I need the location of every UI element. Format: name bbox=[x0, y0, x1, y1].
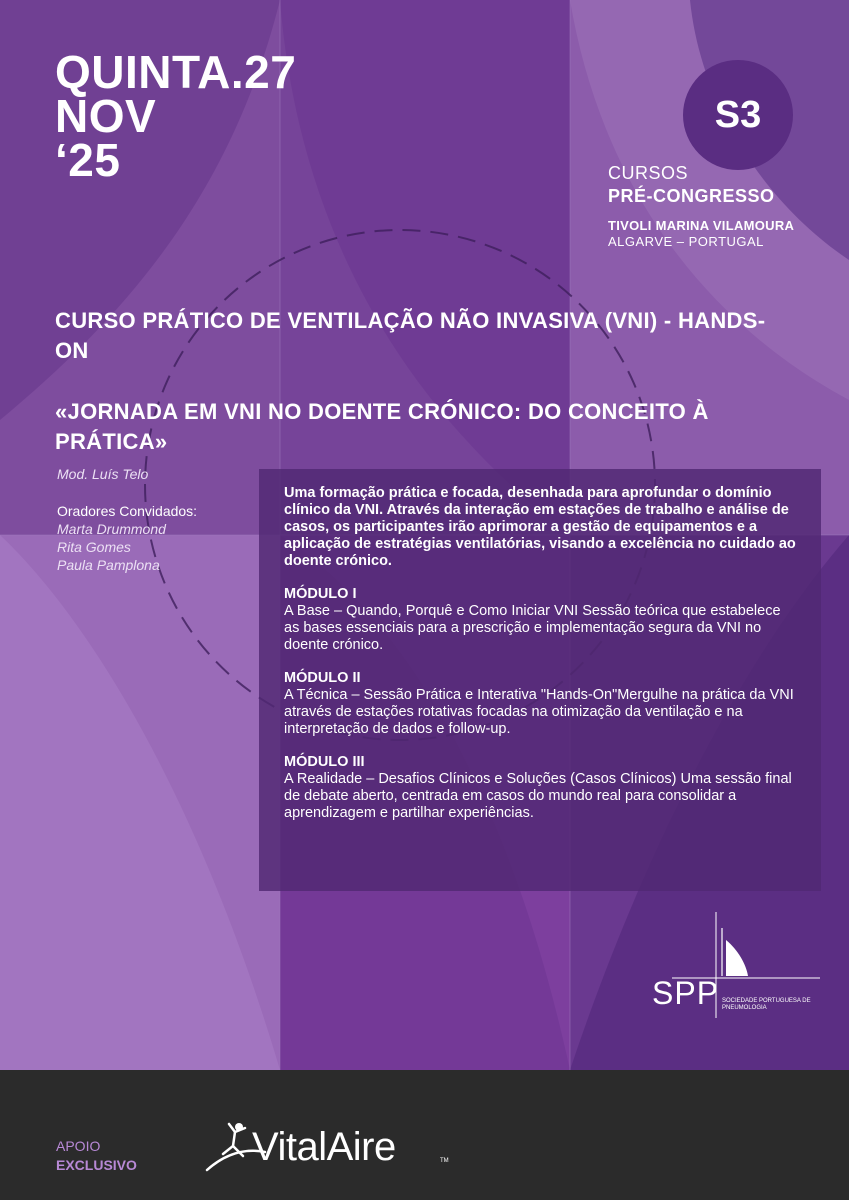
event-info bbox=[608, 162, 794, 250]
spp-full-name: SOCIEDADE PORTUGUESA DE PNEUMOLOGIA bbox=[722, 998, 811, 1011]
module-1 bbox=[284, 586, 799, 654]
module-title: MÓDULO I bbox=[284, 586, 357, 602]
pre-congresso-label: PRÉ-CONGRESSO bbox=[608, 186, 775, 206]
module-text: A Técnica – Sessão Prática e Interativa "Hands-On"Mergulhe na prática da VNI através de estações rotativas focadas na otimização da ventilação e na interpretação de dados e follow-up. bbox=[284, 687, 794, 737]
date-year: ‘25 bbox=[55, 134, 121, 186]
sponsor-name: VitalAire bbox=[252, 1125, 396, 1169]
course-description-box bbox=[259, 469, 821, 891]
venue-location: ALGARVE – PORTUGAL bbox=[608, 234, 764, 249]
module-3 bbox=[284, 754, 799, 822]
venue-name: TIVOLI MARINA VILAMOURA bbox=[608, 218, 795, 233]
speakers-list bbox=[57, 502, 197, 574]
module-title: MÓDULO III bbox=[284, 754, 365, 770]
module-text: A Realidade – Desafios Clínicos e Soluções (Casos Clínicos) Uma sessão final de debate aberto, centrada em casos do mundo real para consolidar a aprendizagem e partilhar experiências. bbox=[284, 771, 792, 821]
session-badge: S3 bbox=[683, 60, 793, 170]
module-2 bbox=[284, 670, 799, 738]
module-title: MÓDULO II bbox=[284, 670, 361, 686]
course-title: CURSO PRÁTICO DE VENTILAÇÃO NÃO INVASIVA (VNI) - HANDS-ON bbox=[55, 308, 766, 363]
event-date bbox=[55, 46, 297, 186]
course-intro: Uma formação prática e focada, desenhada para aprofundar o domínio clínico da VNI. Através da interação em estações de trabalho e análise de casos, os participantes irão aprimorar a gestão de equipamentos e a aplicação de estratégias ventilatórias, visando a excelência no cuidado ao doente crónico. bbox=[284, 485, 796, 569]
apoio-label: APOIO bbox=[56, 1138, 101, 1154]
date-day: QUINTA.27 bbox=[55, 46, 297, 98]
spp-name: SPP bbox=[652, 975, 720, 1011]
speaker-name: Rita Gomes bbox=[57, 539, 131, 555]
speaker-name: Paula Pamplona bbox=[57, 557, 160, 573]
trademark-symbol: TM bbox=[440, 1158, 449, 1164]
speaker-name: Marta Drummond bbox=[57, 521, 166, 537]
course-subtitle: «JORNADA EM VNI NO DOENTE CRÓNICO: DO CONCEITO À PRÁTICA» bbox=[55, 399, 709, 454]
module-text: A Base – Quando, Porquê e Como Iniciar VNI Sessão teórica que estabelece as bases essenciais para a prescrição e implementação segura da VNI no doente crónico. bbox=[284, 603, 781, 653]
exclusivo-label: EXCLUSIVO bbox=[56, 1157, 137, 1173]
speakers-label: Oradores Convidados: bbox=[57, 503, 198, 519]
date-month: NOV bbox=[55, 90, 157, 142]
cursos-label: CURSOS bbox=[608, 163, 689, 183]
moderator: Mod. Luís Telo bbox=[57, 466, 149, 482]
